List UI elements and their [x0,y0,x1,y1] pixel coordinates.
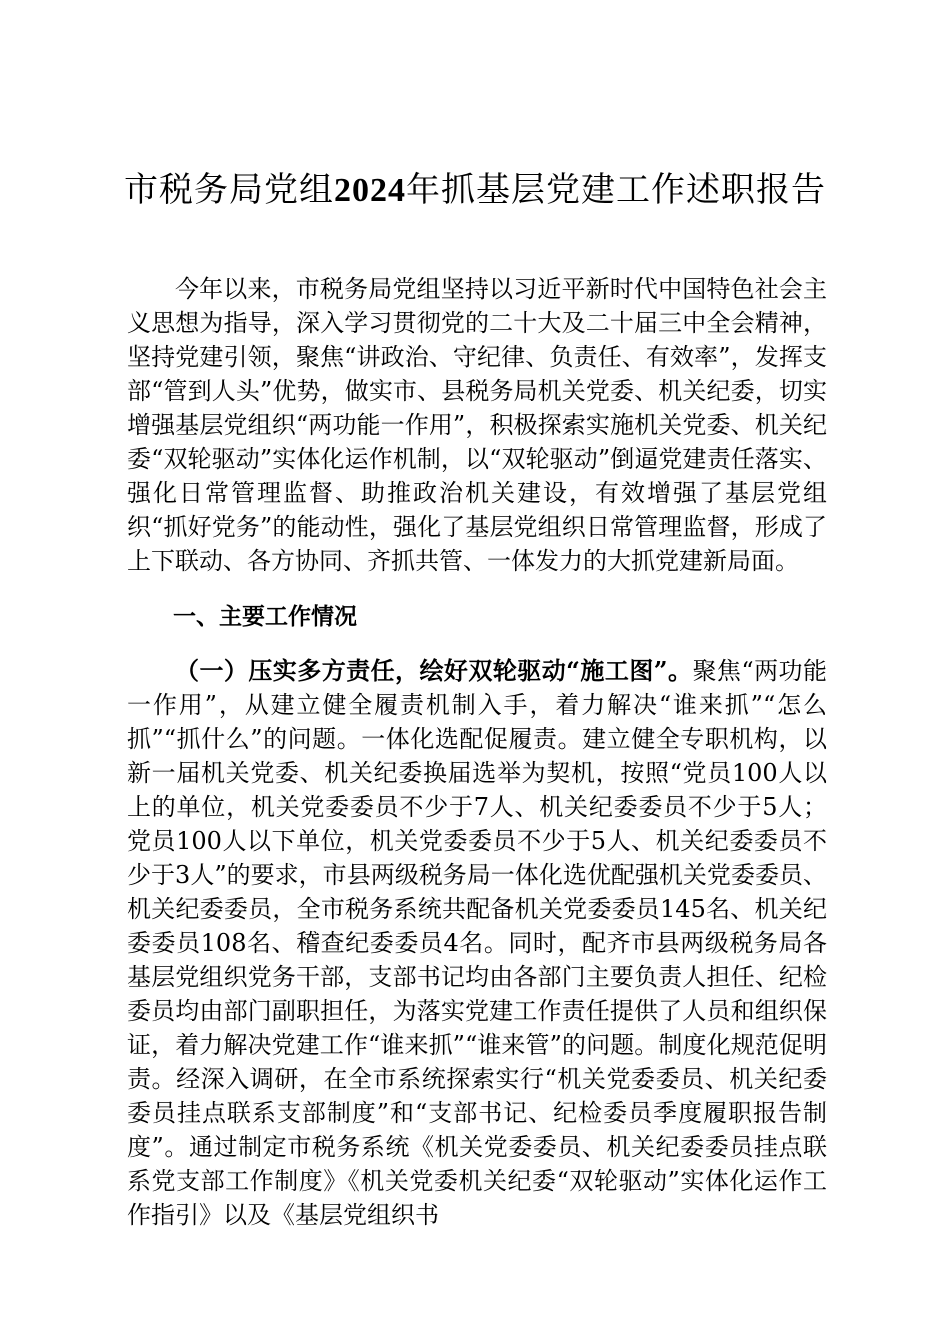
title-prefix: 市税务局党组 [124,170,334,210]
subsection-lead: （一）压实多方责任，绘好双轮驱动“施工图”。 [175,656,693,685]
subsection-paragraph [127,654,827,1232]
section-heading: 一、主要工作情况 [173,604,357,630]
title-year: 2024 [334,172,406,209]
document-body [127,272,827,1232]
document-title [120,168,830,213]
intro-paragraph: 今年以来，市税务局党组坚持以习近平新时代中国特色社会主义思想为指导，深入学习贯彻党的二十大及二十届三中全会精神，坚持党建引领，聚焦“讲政治、守纪律、负责任、有效率”，发挥支部“管到人头”优势，做实市、县税务局机关党委、机关纪委，切实增强基层党组织“两功能一作用”，积极探索实施机关党委、机关纪委“双轮驱动”实体化运作机制，以“双轮驱动”倒逼党建责任落实、强化日常管理监督、助推政治机关建设，有效增强了基层党组织“抓好党务”的能动性，强化了基层党组织日常管理监督，形成了上下联动、各方协同、齐抓共管、一体发力的大抓党建新局面。 [127,275,827,575]
title-suffix: 年抓基层党建工作述职报告 [406,170,826,210]
subsection-body: 聚焦“两功能一作用”，从建立健全履责机制入手，着力解决“谁来抓”“怎么抓”“抓什么”的问题。一体化选配促履责。建立健全专职机构，以新一届机关党委、机关纪委换届选举为契机，按照“党员100人以上的单位，机关党委委员不少于7人、机关纪委委员不少于5人；党员100人以下单位，机关党委委员不少于5人、机关纪委委员不少于3人”的要求，市县两级税务局一体化选优配强机关党委委员、机关纪委委员，全市税务系统共配备机关党委委员145名、机关纪委委员108名、稽查纪委委员4名。同时，配齐市县两级税务局各基层党组织党务干部，支部书记均由各部门主要负责人担任、纪检委员均由部门副职担任，为落实党建工作责任提供了人员和组织保证，着力解决党建工作“谁来抓”“谁来管”的问题。制度化规范促明责。经深入调研，在全市系统探索实行“机关党委委员、机关纪委委员挂点联系支部制度”和“支部书记、纪检委员季度履职报告制度”。通过制定市税务系统《机关党委委员、机关纪委委员挂点联系党支部工作制度》《机关党委机关纪委“双轮驱动”实体化运作工作指引》以及《基层党组织书 [127,657,827,1229]
